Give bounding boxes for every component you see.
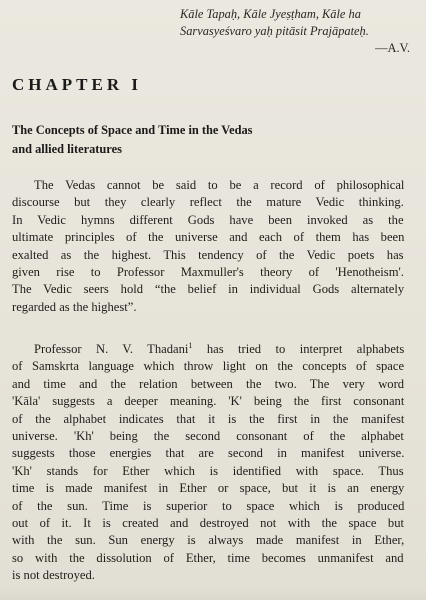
text-line: 'Kāla' suggests a deeper meaning. 'K' being the first consonant bbox=[12, 394, 405, 409]
text-line: ultimate principles of the universe and each of them has been bbox=[12, 230, 405, 245]
footnote-marker[interactable]: 1 bbox=[188, 340, 193, 350]
text-line: universe. 'Kh' being the second consonant of the alphabet bbox=[12, 429, 404, 444]
text-line: In Vedic hymns different Gods have been invoked as the bbox=[12, 212, 404, 227]
paragraph-2 bbox=[12, 341, 404, 585]
text-line: regarded as the highest”. bbox=[12, 299, 137, 314]
epigraph-attribution: —A.V. bbox=[375, 41, 410, 55]
text-line: out of it. It is created and destroyed not with the space but bbox=[12, 516, 405, 531]
epigraph bbox=[180, 6, 416, 57]
epigraph-line: Sarvasyeśvaro yaḥ pitāsit Prajāpateḥ. bbox=[180, 24, 369, 38]
text-line: discourse but they clearly reflect the mature Vedic thinking. bbox=[12, 195, 404, 210]
text-line: and time and the relation between the two. The very word bbox=[12, 376, 405, 391]
text-line: so with the dissolution of Ether, time becomes unmanifest and bbox=[12, 550, 404, 565]
section-title-line: and allied literatures bbox=[12, 142, 122, 156]
text-line: time is made manifest in Ether or space, but it is an energy bbox=[12, 481, 405, 496]
page-bottom-shadow bbox=[0, 586, 426, 600]
text-line: with the sun. Sun energy is always made manifest in Ether, bbox=[12, 533, 405, 548]
section-title bbox=[12, 121, 312, 159]
text-line: of the sun. Time is superior to space which is produced bbox=[12, 498, 405, 513]
text-line bbox=[12, 341, 404, 358]
text-line: of the alphabet indicates that it is the first in the manifest bbox=[12, 411, 405, 426]
text-line: 'Kh' stands for Ether which is identified with space. Thus bbox=[12, 463, 404, 478]
text-run: has tried to interpret alphabets bbox=[192, 342, 405, 356]
chapter-heading: CHAPTER I bbox=[12, 75, 142, 94]
text-line: The Vedas cannot be said to be a record of philosophical bbox=[34, 178, 405, 192]
paragraph-1 bbox=[12, 177, 404, 316]
epigraph-line: Kāle Tapaḥ, Kāle Jyeṣṭham, Kāle ha bbox=[180, 7, 361, 21]
text-line: of Samskrta language which throw light on the concepts of space bbox=[12, 359, 405, 374]
section-title-line: The Concepts of Space and Time in the Vedas bbox=[12, 123, 253, 137]
text-line: suggests those energies that are second in manifest universe. bbox=[12, 446, 405, 461]
text-line: The Vedic seers hold “the belief in individual Gods alternately bbox=[12, 282, 405, 297]
text-run: Professor N. V. Thadani bbox=[34, 342, 189, 356]
text-line: is not destroyed. bbox=[12, 568, 95, 583]
text-line: exalted as the highest. This tendency of the Vedic poets has bbox=[12, 247, 404, 262]
text-line: given rise to Professor Maxmuller's theory of 'Henotheism'. bbox=[12, 265, 404, 280]
